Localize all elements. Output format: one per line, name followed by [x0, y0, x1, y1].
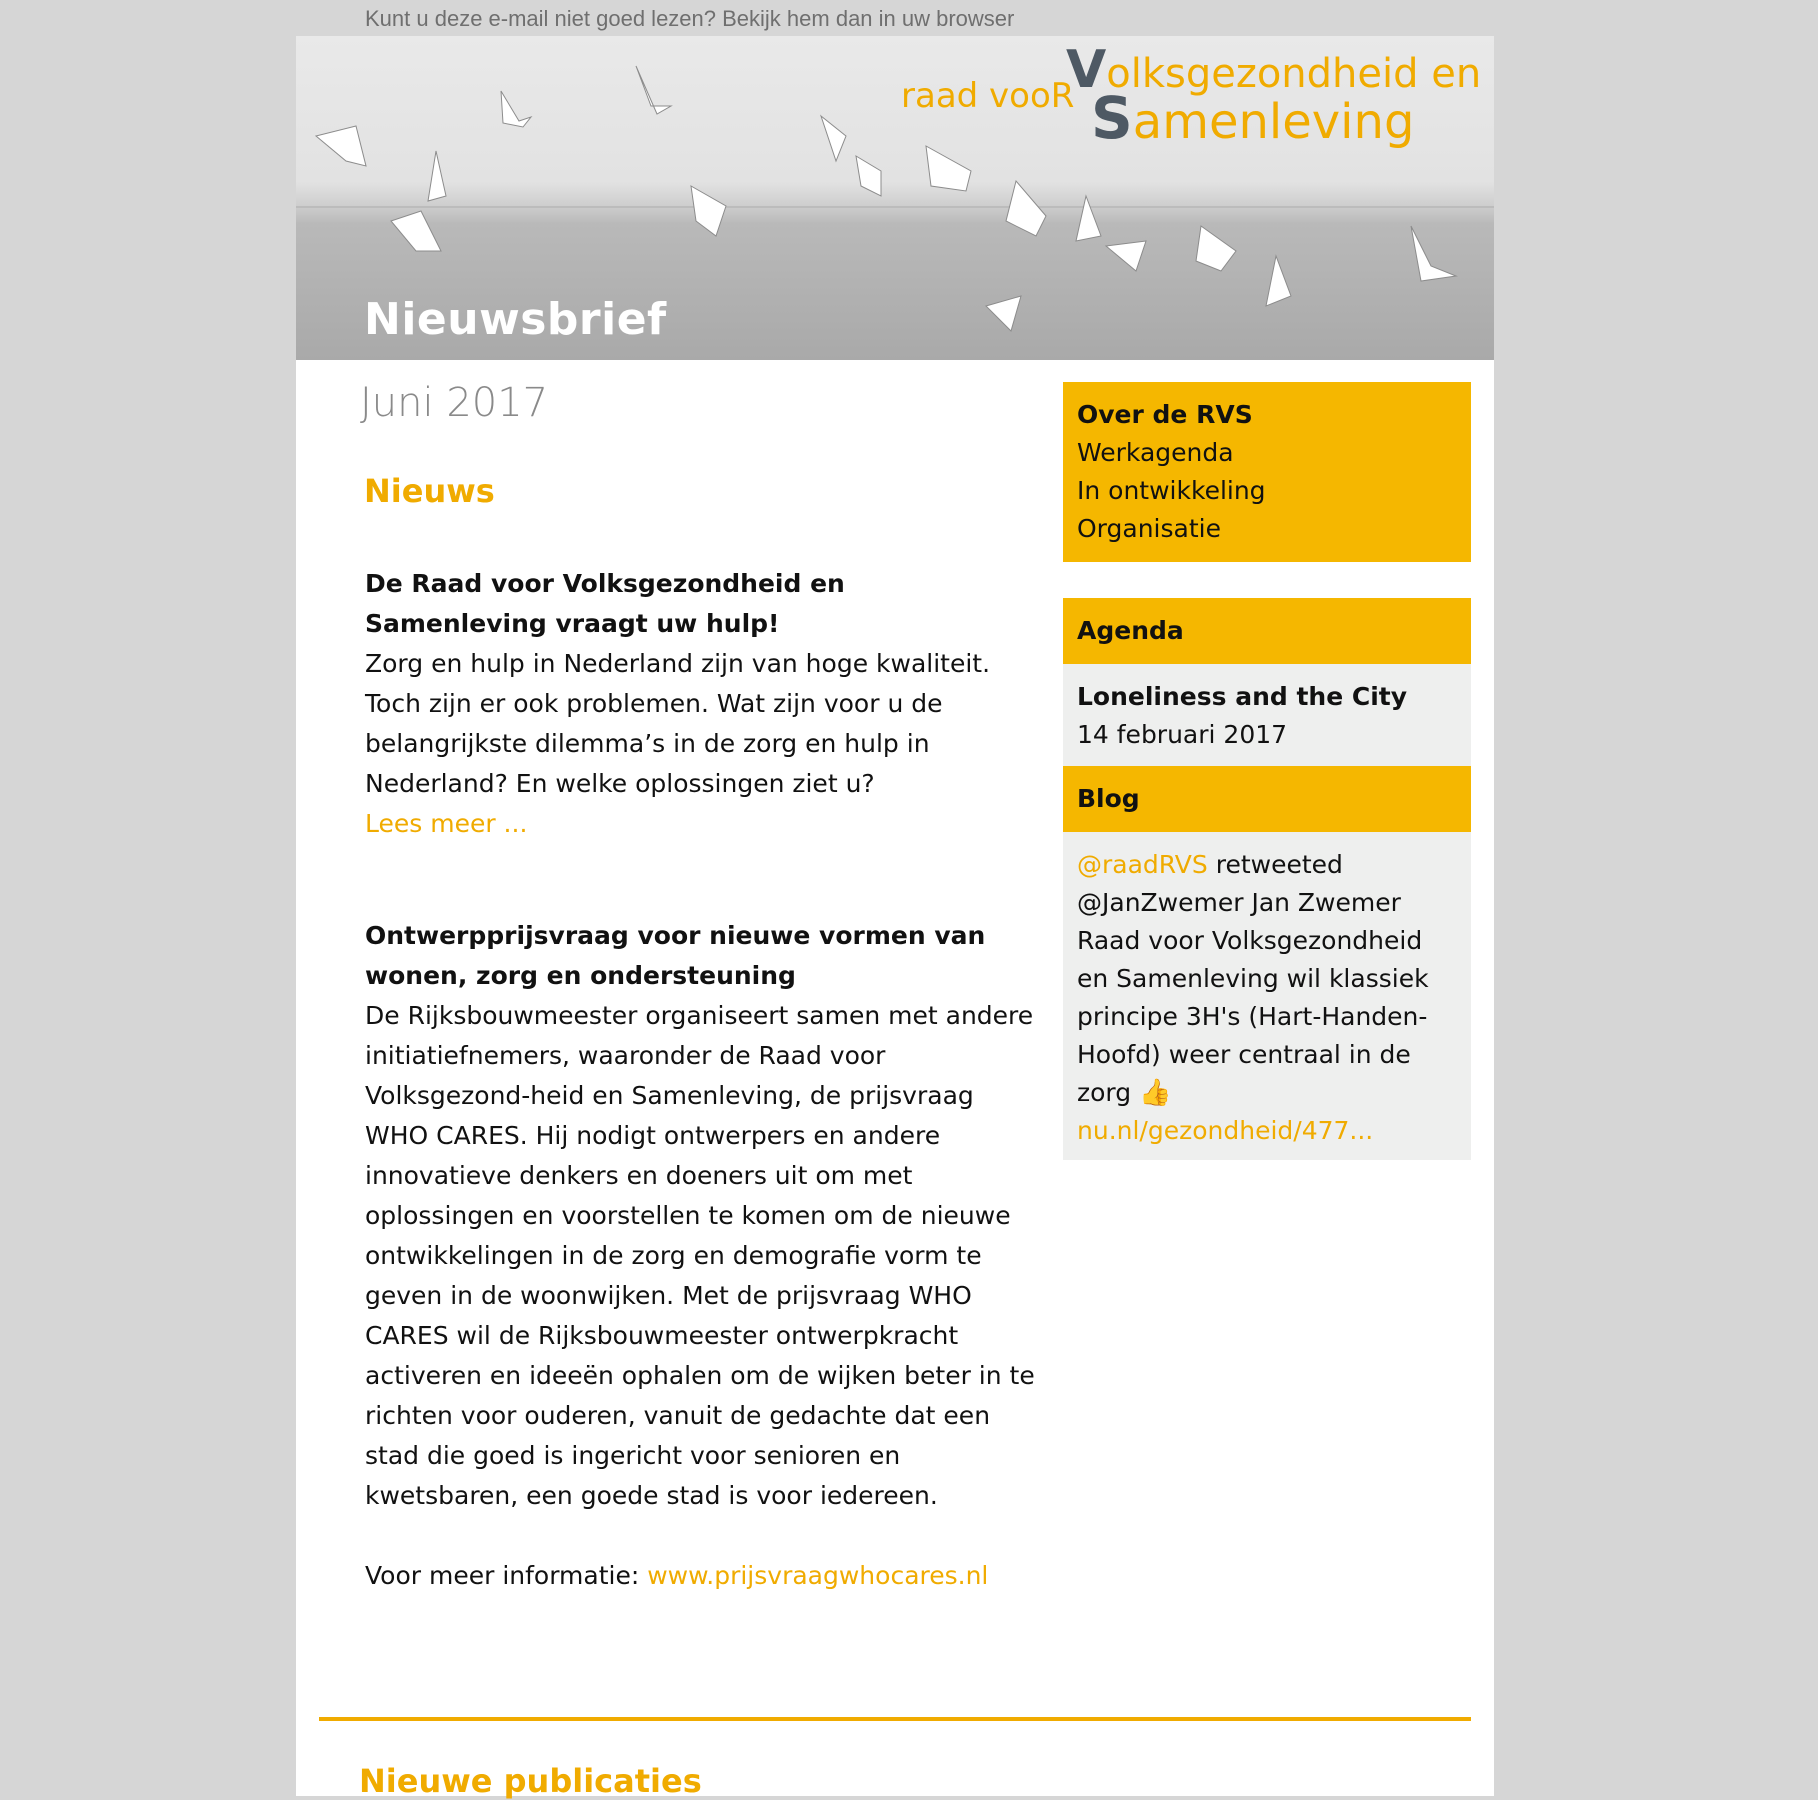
article-2-title[interactable]: Ontwerpprijsvraag voor nieuwe vormen van wonen, zorg en ondersteuning [365, 921, 986, 990]
section-divider [319, 1717, 1471, 1721]
logo-line1-rest: olksgezondheid en [1106, 51, 1482, 97]
sidebar-item-organisatie[interactable]: Organisatie [1077, 514, 1221, 543]
news-heading: Nieuws [364, 472, 495, 510]
logo-cap-v: V [1066, 40, 1107, 100]
article-2-body: De Rijksbouwmeester organiseert samen met andere initiatiefnemers, waaronder de Raad voor Volksgezond-heid en Samenleving, de prijsvraag WHO CARES. Hij nodigt ontwerpers en andere innovatieve denkers en doeners uit om met oplossingen en voorstellen te komen om de nieuwe ontwikkelingen in de zorg en demografie vorm te geven in de woonwijken. Met de prijsvraag WHO CARES wil de Rijksbouwmeester ontwerpkracht activeren en ideeën ophalen om de wijken beter in te richten voor ouderen, vanuit de gedachte dat een stad die goed is ingericht voor senioren en kwetsbaren, een goede stad is voor iedereen. [365, 1001, 1035, 1510]
sidebar-item-in-ontwikkeling[interactable]: In ontwikkeling [1077, 476, 1266, 505]
thumbs-up-icon: 👍 [1139, 1078, 1172, 1108]
logo-cap-s: S [1091, 84, 1133, 152]
view-in-browser-notice[interactable]: Kunt u deze e-mail niet goed lezen? Bekijk hem dan in uw browser [365, 6, 1015, 31]
issue-month: Juni 2017 [360, 380, 549, 426]
article-1-body: Zorg en hulp in Nederland zijn van hoge kwaliteit. Toch zijn er ook problemen. Wat zijn voor u de belangrijkste dilemma’s in de zorg en hulp in Nederland? En welke oplossingen ziet u? [365, 649, 991, 798]
blog-heading: Blog [1063, 766, 1471, 832]
logo-line2-rest: amenleving [1132, 94, 1415, 150]
blog-item [1063, 832, 1471, 1160]
sidebar-item-werkagenda[interactable]: Werkagenda [1077, 438, 1234, 467]
article-1-title[interactable]: De Raad voor Volksgezondheid en Samenleving vraagt uw hulp! [365, 569, 845, 638]
agenda-item-title[interactable]: Loneliness and the City [1077, 682, 1408, 711]
more-info-label: Voor meer informatie: [365, 1561, 648, 1590]
agenda-item [1063, 664, 1471, 766]
sidebar-menu [1063, 382, 1471, 562]
logo-line-samenleving [1091, 84, 1414, 152]
newsletter-sheet [296, 36, 1494, 1800]
newsletter-title: Nieuwsbrief [364, 294, 667, 345]
blog-article-link[interactable]: nu.nl/gezondheid/477... [1077, 1116, 1374, 1145]
sidebar-item-over-de-rvs[interactable]: Over de RVS [1077, 400, 1253, 429]
blog-handle-link[interactable]: @raadRVS [1077, 850, 1208, 879]
article-2 [365, 916, 1035, 1596]
blog-text: retweeted @JanZwemer Jan Zwemer Raad voor Volksgezondheid en Samenleving wil klassiek principe 3H's (Hart-Handen-Hoofd) weer centraal in de zorg [1077, 850, 1429, 1107]
logo-raad-voor: raad vooR [901, 76, 1075, 116]
article-1 [365, 564, 1035, 844]
read-more-link[interactable]: Lees meer ... [365, 809, 528, 838]
header-banner [296, 36, 1494, 360]
agenda-item-date: 14 februari 2017 [1077, 720, 1288, 749]
more-info-link[interactable]: www.prijsvraagwhocares.nl [647, 1561, 989, 1590]
agenda-heading: Agenda [1063, 598, 1471, 664]
publications-heading: Nieuwe publicaties [359, 1762, 702, 1800]
